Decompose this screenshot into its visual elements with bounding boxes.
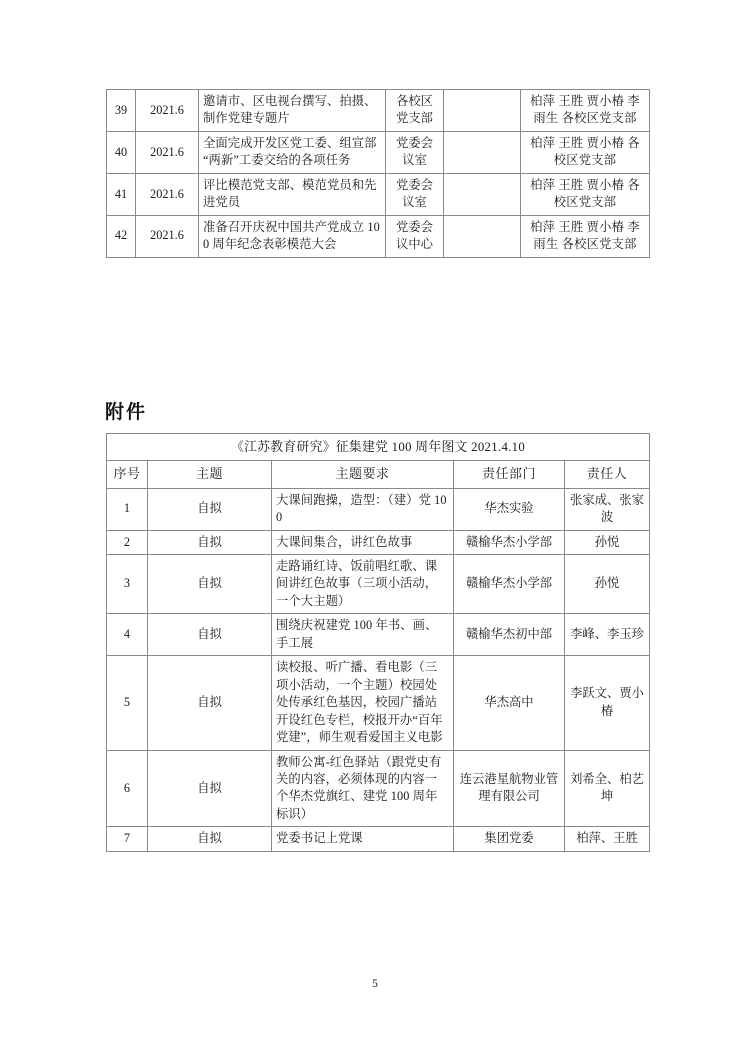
cell-owner: 张家成、张家波 <box>565 488 650 530</box>
cell-owner: 刘希全、柏艺坤 <box>565 750 650 827</box>
schedule-table <box>106 89 650 258</box>
cell-place: 各校区党支部 <box>386 90 444 132</box>
cell-date: 2021.6 <box>136 131 199 173</box>
cell-theme: 自拟 <box>148 827 272 851</box>
column-header-dept: 责任部门 <box>454 461 565 488</box>
column-header-seq: 序号 <box>107 461 148 488</box>
cell-requirement: 走路诵红诗、饭前唱红歌、课间讲红色故事（三项小活动，一个大主题） <box>272 554 454 613</box>
cell-task: 评比模范党支部、模范党员和先进党员 <box>199 173 386 215</box>
cell-date: 2021.6 <box>136 173 199 215</box>
cell-place: 党委会议室 <box>386 131 444 173</box>
cell-requirement: 围绕庆祝建党 100 年书、画、手工展 <box>272 614 454 656</box>
cell-requirement: 党委书记上党课 <box>272 827 454 851</box>
attachment-table <box>106 433 650 852</box>
table-row <box>107 173 650 215</box>
attachment-heading: 附件 <box>105 402 148 423</box>
cell-place: 党委会议室 <box>386 173 444 215</box>
cell-blank <box>444 131 521 173</box>
cell-dept: 华杰实验 <box>454 488 565 530</box>
table-row <box>107 90 650 132</box>
cell-theme: 自拟 <box>148 530 272 554</box>
cell-seq: 6 <box>107 750 148 827</box>
cell-seq: 4 <box>107 614 148 656</box>
cell-date: 2021.6 <box>136 215 199 257</box>
cell-task: 准备召开庆祝中国共产党成立 100 周年纪念表彰模范大会 <box>199 215 386 257</box>
cell-owner: 孙悦 <box>565 530 650 554</box>
cell-theme: 自拟 <box>148 614 272 656</box>
cell-blank <box>444 215 521 257</box>
cell-theme: 自拟 <box>148 656 272 750</box>
table-row <box>107 530 650 554</box>
cell-owner: 孙悦 <box>565 554 650 613</box>
cell-requirement: 读校报、听广播、看电影（三项小活动，一个主题）校园处处传承红色基因，校园广播站开设红色专栏，校报开办“百年党建”，师生观看爱国主义电影 <box>272 656 454 750</box>
column-header-requirement: 主题要求 <box>272 461 454 488</box>
table-row <box>107 656 650 750</box>
cell-dept: 赣榆华杰小学部 <box>454 530 565 554</box>
column-header-theme: 主题 <box>148 461 272 488</box>
table-row <box>107 750 650 827</box>
cell-seq: 3 <box>107 554 148 613</box>
cell-owner: 柏萍 王胜 贾小椿 李雨生 各校区党支部 <box>521 215 650 257</box>
cell-owner: 李跃文、贾小椿 <box>565 656 650 750</box>
cell-seq: 39 <box>107 90 136 132</box>
cell-blank <box>444 90 521 132</box>
cell-task: 全面完成开发区党工委、组宣部 “两新”工委交给的各项任务 <box>199 131 386 173</box>
table-row <box>107 554 650 613</box>
cell-dept: 连云港星航物业管理有限公司 <box>454 750 565 827</box>
cell-seq: 1 <box>107 488 148 530</box>
cell-dept: 华杰高中 <box>454 656 565 750</box>
cell-requirement: 教师公寓-红色驿站（跟党史有关的内容，必须体现的内容一个华杰党旗红、建党 100 周年标识） <box>272 750 454 827</box>
attachment-table-title: 《江苏教育研究》征集建党 100 周年图文 2021.4.10 <box>107 434 650 461</box>
cell-place: 党委会议中心 <box>386 215 444 257</box>
attachment-header-row <box>107 461 650 488</box>
table-row <box>107 827 650 851</box>
cell-seq: 40 <box>107 131 136 173</box>
column-header-owner: 责任人 <box>565 461 650 488</box>
cell-owner: 柏萍 王胜 贾小椿 李雨生 各校区党支部 <box>521 90 650 132</box>
table-row <box>107 215 650 257</box>
cell-seq: 2 <box>107 530 148 554</box>
table-row <box>107 131 650 173</box>
cell-seq: 41 <box>107 173 136 215</box>
cell-owner: 李峰、李玉珍 <box>565 614 650 656</box>
cell-seq: 7 <box>107 827 148 851</box>
page-number: 5 <box>372 978 378 990</box>
cell-owner: 柏萍 王胜 贾小椿 各校区党支部 <box>521 173 650 215</box>
cell-requirement: 大课间跑操，造型：（建）党 100 <box>272 488 454 530</box>
cell-blank <box>444 173 521 215</box>
cell-theme: 自拟 <box>148 488 272 530</box>
cell-owner: 柏萍 王胜 贾小椿 各校区党支部 <box>521 131 650 173</box>
cell-theme: 自拟 <box>148 554 272 613</box>
cell-owner: 柏萍、王胜 <box>565 827 650 851</box>
cell-dept: 集团党委 <box>454 827 565 851</box>
cell-seq: 5 <box>107 656 148 750</box>
table-row <box>107 614 650 656</box>
cell-date: 2021.6 <box>136 90 199 132</box>
cell-dept: 赣榆华杰初中部 <box>454 614 565 656</box>
cell-seq: 42 <box>107 215 136 257</box>
attachment-title-row <box>107 434 650 461</box>
cell-task: 邀请市、区电视台撰写、拍摄、制作党建专题片 <box>199 90 386 132</box>
cell-theme: 自拟 <box>148 750 272 827</box>
cell-requirement: 大课间集合，讲红色故事 <box>272 530 454 554</box>
table-row <box>107 488 650 530</box>
cell-dept: 赣榆华杰小学部 <box>454 554 565 613</box>
